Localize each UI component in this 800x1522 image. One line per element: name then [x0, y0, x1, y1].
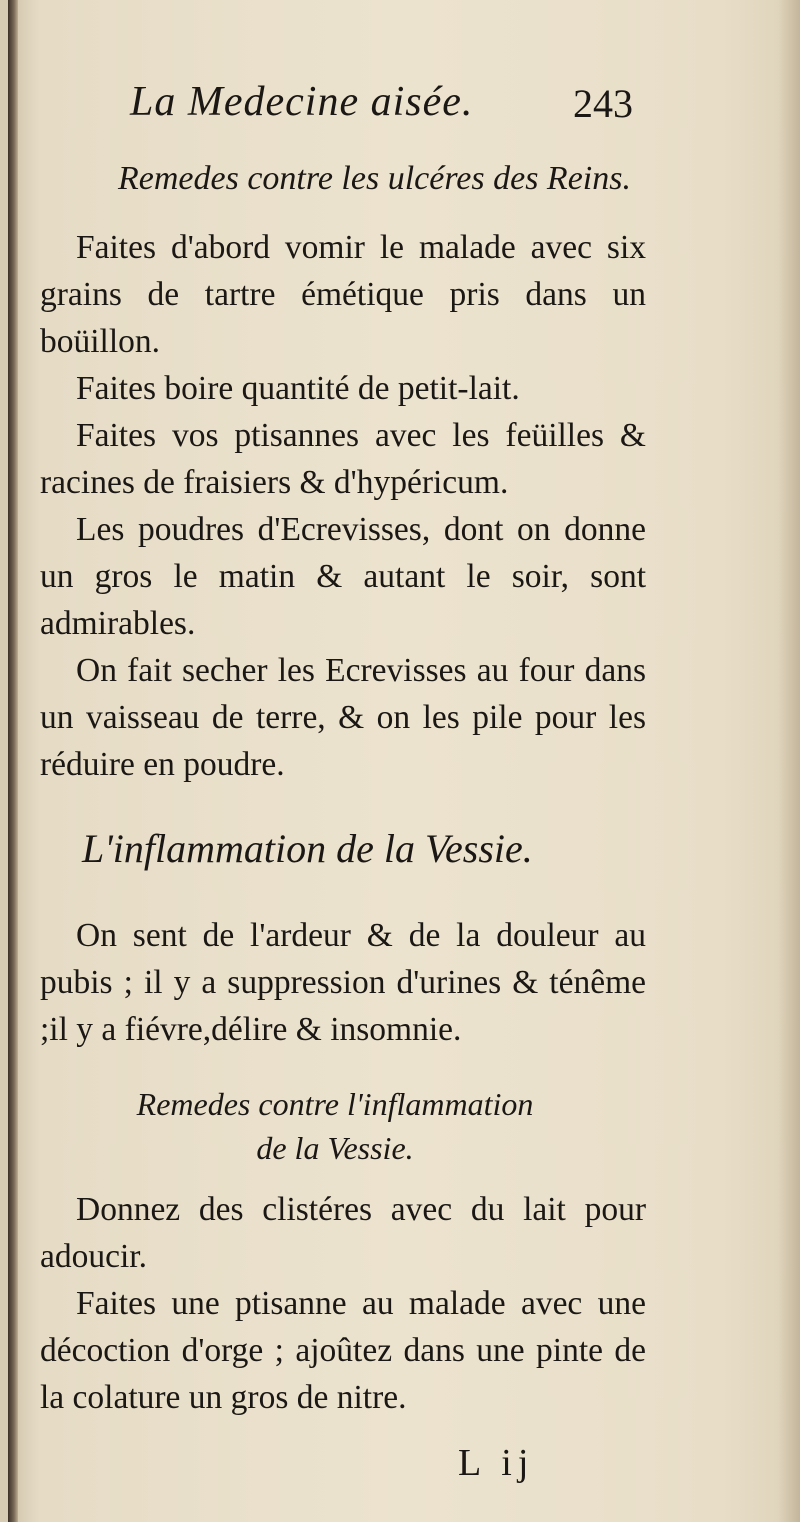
paragraph: Faites une ptisanne au malade avec une décoction d'orge ; ajoûtez dans une pinte de la colature un gros de nitre.	[40, 1285, 646, 1416]
text-block-remedes	[40, 1186, 646, 1421]
paragraph: Donnez des clistéres avec du lait pour adoucir.	[40, 1191, 646, 1275]
paragraph: Faites vos ptisannes avec les feüilles & racines de fraisiers & d'hypéricum.	[40, 417, 646, 501]
paragraph: On fait secher les Ecrevisses au four dans un vaisseau de terre, & on les pile pour les réduire en poudre.	[40, 652, 646, 783]
paragraph: Faites boire quantité de petit-lait.	[76, 370, 520, 407]
text-block-vessie	[40, 912, 646, 1053]
running-title: La Medecine aisée.	[130, 79, 474, 125]
paragraph: Faites d'abord vomir le malade avec six grains de tartre émétique pris dans un boüillon.	[40, 229, 646, 360]
paragraph: Les poudres d'Ecrevisses, dont on donne un gros le matin & autant le soir, sont admirables.	[40, 511, 646, 642]
page-edge-shadow	[778, 0, 800, 1522]
section-heading-vessie: L'inflammation de la Vessie.	[82, 826, 533, 871]
heading-line: de la Vessie.	[256, 1130, 414, 1166]
text-block-reins	[40, 224, 646, 788]
section-heading-reins: Remedes contre les ulcéres des Reins.	[118, 160, 631, 197]
section-heading-remedes	[100, 1082, 570, 1170]
signature-mark: L ij	[458, 1442, 535, 1484]
binding-edge	[8, 0, 18, 1522]
page-number: 243	[573, 81, 633, 126]
page-header	[0, 78, 800, 138]
paragraph: On sent de l'ardeur & de la douleur au pubis ; il y a suppression d'urines & ténême ;il y a fiévre,délire & insomnie.	[40, 917, 646, 1048]
heading-line: Remedes contre l'inflammation	[136, 1086, 534, 1122]
